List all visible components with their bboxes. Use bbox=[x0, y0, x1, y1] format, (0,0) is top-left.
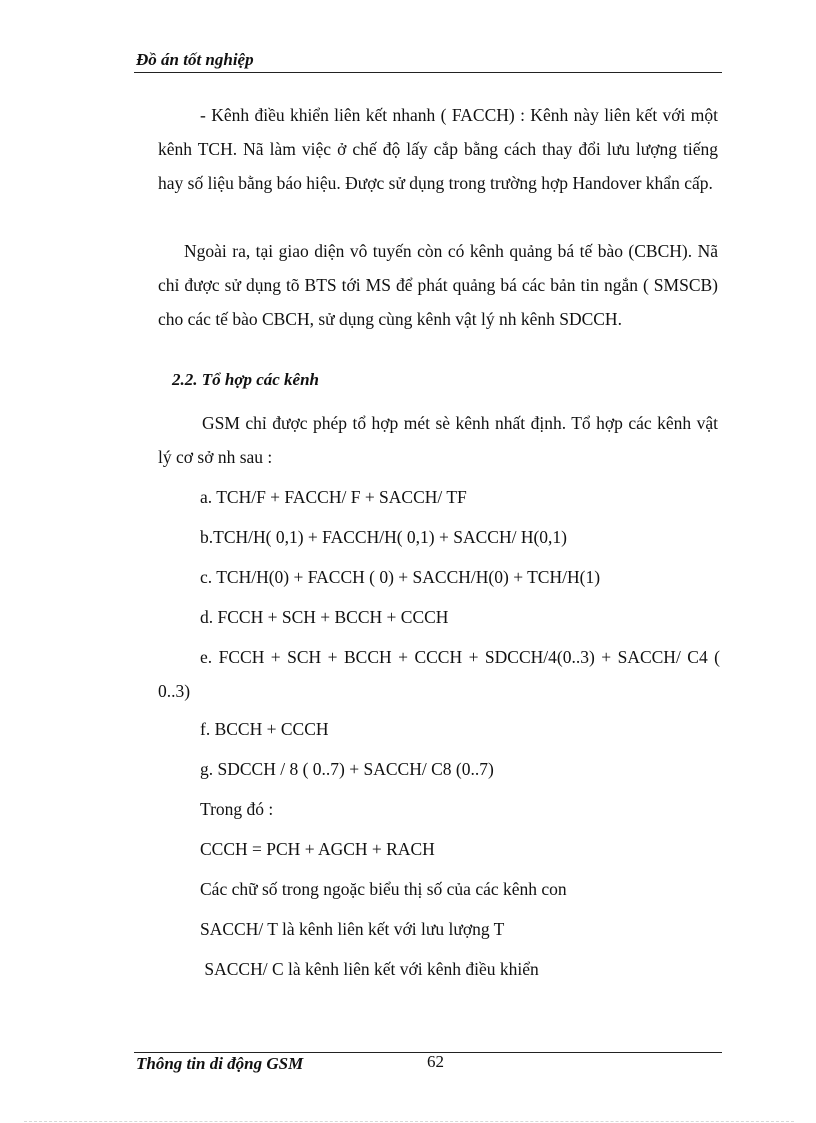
paragraph-facch: - Kênh điều khiển liên kết nhanh ( FACCH) : Kênh này liên kết với một kênh TCH. Nã làm việc ở chế độ lấy cắp bằng cách thay đổi lưu lượng tiếng hay số liệu bằng báo hiệu. Được sử dụng trong trường hợp Handover khẩn cấp. bbox=[158, 105, 718, 193]
note-sacch-c: SACCH/ C là kênh liên kết với kênh điều khiển bbox=[200, 959, 539, 979]
combination-g: g. SDCCH / 8 ( 0..7) + SACCH/ C8 (0..7) bbox=[200, 759, 494, 779]
header-rule bbox=[134, 72, 722, 73]
section-intro: GSM chỉ được phép tổ hợp mét sè kênh nhất định. Tổ hợp các kênh vật lý cơ sở nh sau : bbox=[158, 413, 718, 467]
page-number: 62 bbox=[427, 1052, 444, 1071]
combination-b: b.TCH/H( 0,1) + FACCH/H( 0,1) + SACCH/ H(0,1) bbox=[200, 527, 567, 547]
combination-d: d. FCCH + SCH + BCCH + CCCH bbox=[200, 607, 449, 627]
note-sacch-t: SACCH/ T là kênh liên kết với lưu lượng T bbox=[200, 919, 505, 939]
combination-a: a. TCH/F + FACCH/ F + SACCH/ TF bbox=[200, 487, 467, 507]
page-edge-divider bbox=[24, 1121, 794, 1122]
combination-e: e. FCCH + SCH + BCCH + CCCH + SDCCH/4(0..3) + SACCH/ C4 ( 0..3) bbox=[158, 647, 720, 701]
paragraph-cbch: Ngoài ra, tại giao diện vô tuyến còn có kênh quảng bá tế bào (CBCH). Nã chỉ được sử dụng tõ BTS tới MS để phát quảng bá các bản tin ngắn ( SMSCB) cho các tế bào CBCH, sử dụng cùng kênh vật lý nh kênh SDCCH. bbox=[158, 241, 718, 329]
note-where: Trong đó : bbox=[200, 799, 274, 819]
combination-c: c. TCH/H(0) + FACCH ( 0) + SACCH/H(0) + TCH/H(1) bbox=[200, 567, 601, 587]
footer-title: Thông tin di động GSM bbox=[136, 1054, 304, 1073]
note-digits: Các chữ số trong ngoặc biểu thị số của các kênh con bbox=[200, 879, 567, 899]
header-title: Đồ án tốt nghiệp bbox=[136, 50, 254, 69]
section-heading: 2.2. Tổ hợp các kênh bbox=[172, 370, 320, 389]
note-ccch: CCCH = PCH + AGCH + RACH bbox=[200, 839, 435, 859]
combination-f: f. BCCH + CCCH bbox=[200, 719, 329, 739]
